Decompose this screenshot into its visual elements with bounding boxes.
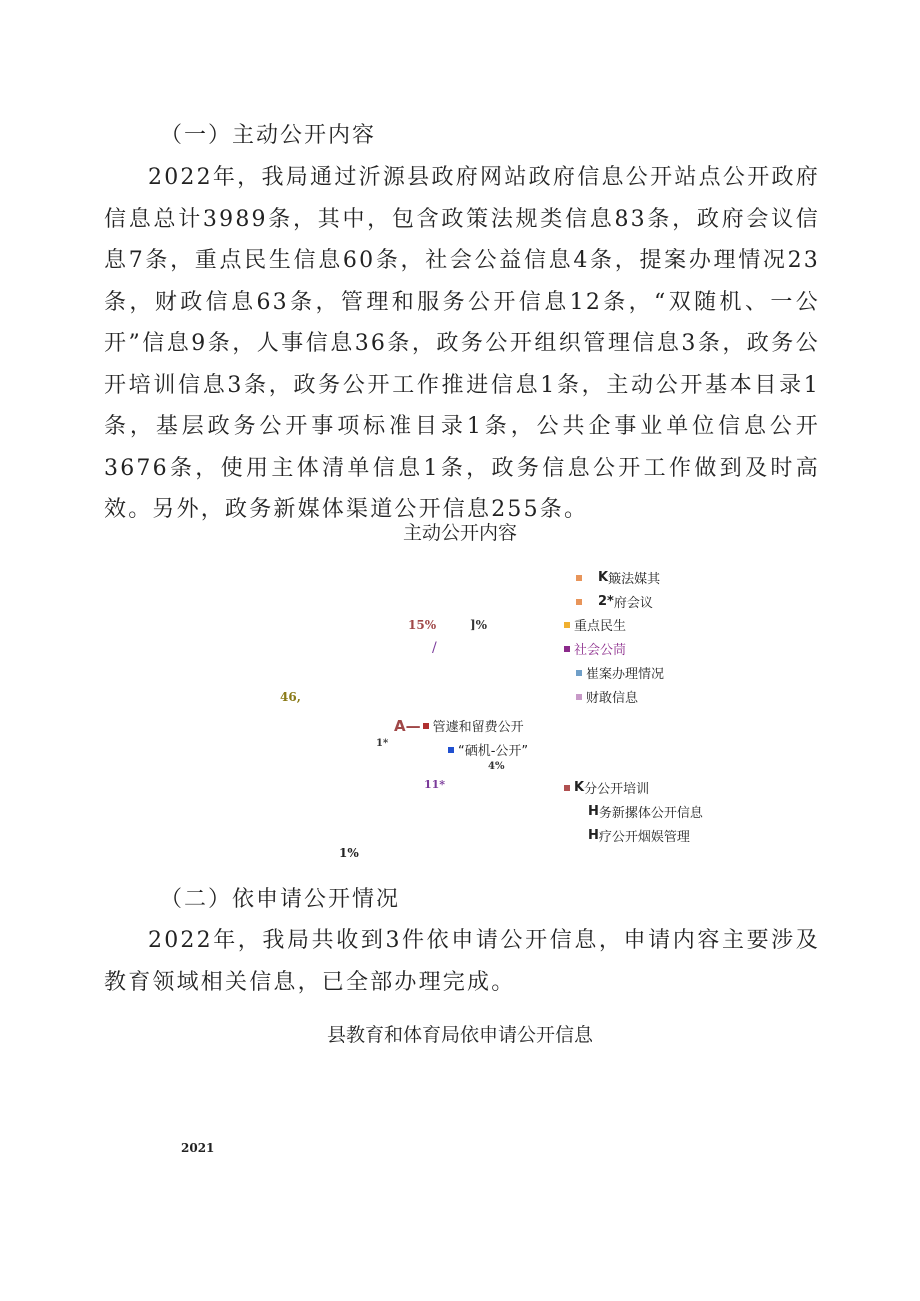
legend-item-welfare <box>564 639 626 658</box>
legend-swatch <box>564 622 570 628</box>
legend-swatch <box>564 646 570 652</box>
legend-text: 管遽和留费公开 <box>432 720 524 735</box>
legend-text: 社会公茼 <box>574 643 627 658</box>
legend-item-livelihood <box>564 615 626 634</box>
chart2-axis-label: 2021 <box>181 1141 215 1155</box>
data-label: ]% <box>470 618 488 632</box>
legend-text: “硒机-公开” <box>458 744 529 759</box>
data-label: / <box>432 640 437 656</box>
chart2-title: 县教育和体育局依申请公开信息 <box>326 1024 593 1046</box>
legend-item-random <box>448 740 528 759</box>
section2-paragraph: 2022年，我局共收到3件依申请公开信息，申请内容主要涉及教育领域相关信息，已全部办理完成。 <box>104 928 820 995</box>
legend-item-proposal <box>576 663 664 682</box>
section1-heading: （一）主动公开内容 <box>160 123 377 148</box>
section2-heading: （二）依申请公开情况 <box>160 887 401 912</box>
legend-item-management <box>394 716 524 735</box>
legend-swatch <box>423 723 429 729</box>
legend-text: 疗公开烟娱管理 <box>598 830 690 845</box>
data-label: 46, <box>280 690 301 704</box>
legend-swatch <box>576 575 582 581</box>
data-label: 1% <box>339 846 359 860</box>
legend-item-meeting <box>576 592 653 611</box>
legend-item-newmedia <box>588 802 703 821</box>
legend-text: 崔案办理情况 <box>586 667 665 682</box>
legend-item-training <box>564 778 649 797</box>
legend-text: 财敢信息 <box>586 691 639 706</box>
legend-swatch <box>576 670 582 676</box>
legend-item-policy <box>576 568 660 587</box>
chart1-title: 主动公开内容 <box>402 522 517 544</box>
legend-item-org <box>588 826 690 845</box>
data-label: 4% <box>488 761 505 772</box>
legend-text: 簸法媒其 <box>608 572 661 587</box>
legend-lead: K <box>598 570 609 585</box>
legend-text: 府会议 <box>613 596 653 611</box>
data-label: 1* <box>376 738 389 749</box>
legend-lead: 2* <box>598 594 614 609</box>
data-label: 15% <box>408 618 437 632</box>
legend-lead: A— <box>394 716 421 735</box>
legend-text: 分公开培训 <box>584 782 650 797</box>
data-label: 11* <box>424 778 446 791</box>
legend-swatch <box>576 599 582 605</box>
legend-item-finance <box>576 687 638 706</box>
legend-lead: H <box>588 828 599 843</box>
legend-swatch <box>564 785 570 791</box>
legend-text: 重点民生 <box>574 619 627 634</box>
legend-lead: H <box>588 804 599 819</box>
legend-swatch <box>448 747 454 753</box>
legend-text: 务新摞体公开信息 <box>598 806 703 821</box>
legend-lead: K <box>574 780 585 795</box>
section1-paragraph: 2022年，我局通过沂源县政府网站政府信息公开站点公开政府信息总计3989条，其中，包含政策法规类信息83条，政府会议信息7条，重点民生信息60条，社会公益信息4条，提案办理情况23条，财政信息63条，管理和服务公开信息12条，“双随机、一公开”信息9条，人事信息36条，政务公开组织管理信息3条，政务公开培训信息3条，政务公开工作推进信息1条，主动公开基本目录1条，基层政务公开事项标准目录1条，公共企事业单位信息公开3676条，使用主体清单信息1条，政务信息公开工作做到及时高效。另外，政务新媒体渠道公开信息255条。 <box>104 165 820 522</box>
legend-swatch <box>576 694 582 700</box>
